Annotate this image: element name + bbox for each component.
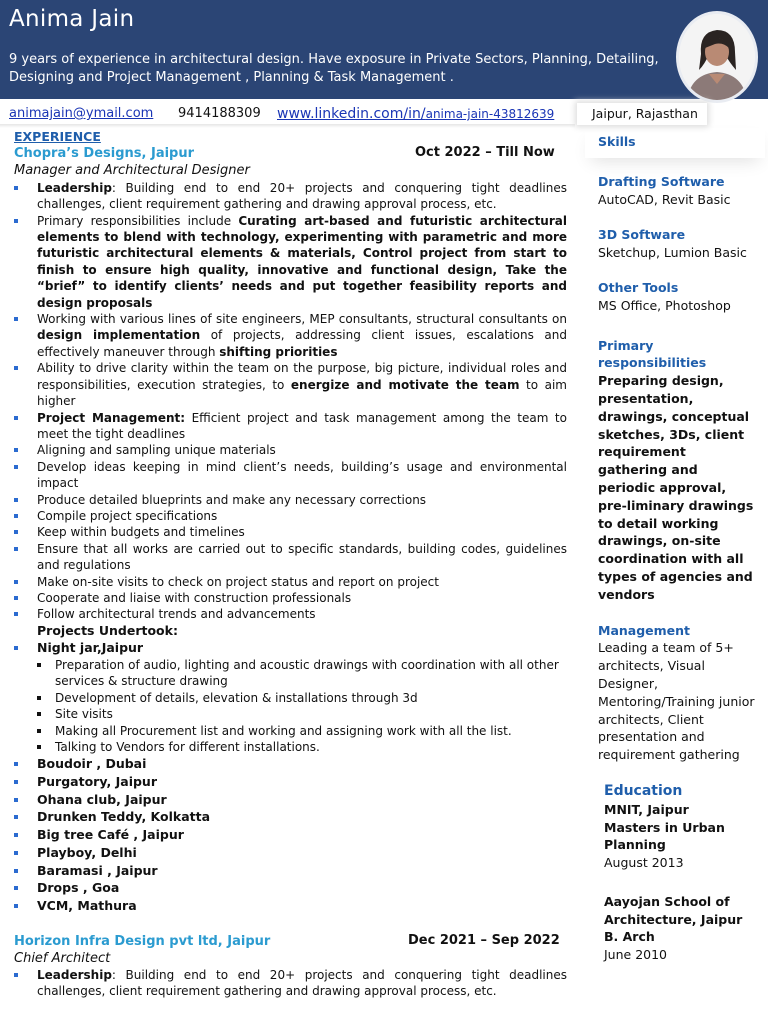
email-text[interactable]: animajain@ymail.com (9, 106, 154, 121)
edu2-school: Aayojan School of Architecture, Jaipur (604, 893, 743, 927)
job-header (14, 145, 567, 163)
responsibility-list (14, 967, 567, 1000)
list-item: Cooperate and liaise with construction professionals (14, 590, 567, 606)
projects-heading: Projects Undertook: (37, 622, 178, 638)
list-item: Development of details, elevation & installations through 3d (55, 690, 567, 706)
linkedin-prefix[interactable]: www.linkedin.com/in/ (277, 106, 426, 122)
list-item: Preparation of audio, lighting and acoustic drawings with coordination with all other services & structure drawing (55, 657, 567, 690)
list-item: Leadership: Building end to end 20+ projects and conquering tight deadlines challenges, client requirement gathering and drawing approval process, etc. (14, 180, 567, 213)
project-item: Boudoir , Dubai (14, 755, 567, 773)
project-item: VCM, Mathura (14, 897, 567, 915)
experience-heading: EXPERIENCE (14, 129, 101, 144)
job-dates: Dec 2021 – Sep 2022 (408, 932, 560, 948)
project-list (14, 755, 567, 914)
list-item: Making all Procurement list and working and assigning work with all the list. (55, 723, 567, 739)
nightjar-task-list (14, 657, 567, 755)
linkedin-suffix[interactable]: anima-jain-43812639 (425, 107, 555, 121)
list-item: Project Management: Efficient project and task management among the team to meet the tight deadlines (14, 410, 567, 443)
project-item: Big tree Café , Jaipur (14, 826, 567, 844)
sidebar (598, 133, 758, 964)
management-heading: Management (598, 622, 691, 638)
location-text: Jaipur, Rajasthan (592, 106, 698, 121)
list-item: Ensure that all works are carried out to specific standards, building codes, guidelines and regulations (14, 541, 567, 574)
profile-photo (676, 11, 758, 103)
project-item: Ohana club, Jaipur (14, 791, 567, 809)
drafting-value: AutoCAD, Revit Basic (598, 191, 731, 207)
software3d-value: Sketchup, Lumion Basic (598, 245, 747, 261)
management-value: Leading a team of 5+ architects, Visual Designer, Mentoring/Training junior architects, Client presentation and requirement gathering (598, 640, 755, 763)
software3d-heading: 3D Software (598, 227, 686, 243)
list-item: Make on-site visits to check on project status and report on project (14, 574, 567, 590)
list-item: Compile project specifications (14, 508, 567, 524)
project-item: Drunken Teddy, Kolkatta (14, 808, 567, 826)
linkedin-link[interactable] (277, 104, 554, 124)
list-item: Aligning and sampling unique materials (14, 442, 567, 458)
project-item: Playboy, Delhi (14, 844, 567, 862)
edu1-date: August 2013 (604, 855, 684, 871)
other-tools-value: MS Office, Photoshop (598, 297, 731, 313)
project-list-primary (14, 639, 567, 657)
list-item: Develop ideas keeping in mind client’s needs, building’s usage and environmental impact (14, 459, 567, 492)
list-item: Site visits (55, 706, 567, 722)
project-item: Night jar,Jaipur (14, 639, 567, 657)
edu2-date: June 2010 (604, 947, 668, 963)
project-item: Baramasi , Jaipur (14, 862, 567, 880)
primary-responsibilities-heading: Primary responsibilities (598, 337, 707, 371)
summary-text: 9 years of experience in architectural design. Have exposure in Private Sectors, Planning, Detailing, Designing and Project Management , Planning & Task Management . (9, 52, 659, 85)
project-item: Drops , Goa (14, 879, 567, 897)
email-link[interactable] (9, 104, 153, 124)
job-role: Manager and Architectural Designer (14, 163, 250, 179)
job-dates: Oct 2022 – Till Now (415, 145, 555, 161)
contact-divider (0, 124, 575, 128)
person-portrait-icon (679, 14, 755, 100)
list-item: Ability to drive clarity within the team on the purpose, big picture, individual roles and responsibilities, execution strategies, to energize and motivate the team to aim higher (14, 360, 567, 409)
drafting-heading: Drafting Software (598, 173, 725, 189)
other-tools-heading: Other Tools (598, 279, 679, 295)
education-heading: Education (604, 782, 683, 799)
company-name: Chopra’s Designs, Jaipur (14, 146, 195, 162)
primary-responsibilities-value: Preparing design, presentation, drawings, conceptual sketches, 3Ds, client requirement gathering and periodic approval, pre-liminary drawings to detail working drawings, on-site coordination with all types of agencies and vendors (598, 373, 754, 602)
list-item: Talking to Vendors for different installations. (55, 739, 567, 755)
job-role: Chief Architect (14, 950, 111, 966)
list-item: Working with various lines of site engineers, MEP consultants, structural consultants on design implementation of projects, addressing client issues, escalations and effectively maneuver through shifting priorities (14, 311, 567, 360)
edu1-degree: Masters in Urban Planning (604, 819, 725, 853)
resume-header (0, 0, 768, 99)
candidate-name: Anima Jain (9, 6, 135, 32)
company-name: Horizon Infra Design pvt ltd, Jaipur (14, 933, 271, 949)
list-item: Keep within budgets and timelines (14, 524, 567, 540)
list-item: Follow architectural trends and advancements (14, 606, 567, 622)
list-item: Produce detailed blueprints and make any necessary corrections (14, 492, 567, 508)
edu1-school: MNIT, Jaipur (604, 801, 689, 817)
responsibility-list (14, 180, 567, 623)
list-item: Leadership: Building end to end 20+ projects and conquering tight deadlines challenges, client requirement gathering and drawing approval process, etc. (14, 967, 567, 1000)
phone-number: 9414188309 (178, 106, 261, 121)
edu2-degree: B. Arch (604, 929, 655, 945)
project-item: Purgatory, Jaipur (14, 773, 567, 791)
list-item: Primary responsibilities include Curating art-based and futuristic architectural elements to blend with technology, experimenting with parametric and more futuristic architectural elements & materials, Control project from start to finish to ensure high quality, innovative and functional design, Take the “brief” to identify clients’ needs and put together feasibility reports and design proposals (14, 213, 567, 311)
experience-section (14, 129, 567, 1000)
skills-heading: Skills (598, 134, 636, 149)
job-header (14, 933, 567, 951)
